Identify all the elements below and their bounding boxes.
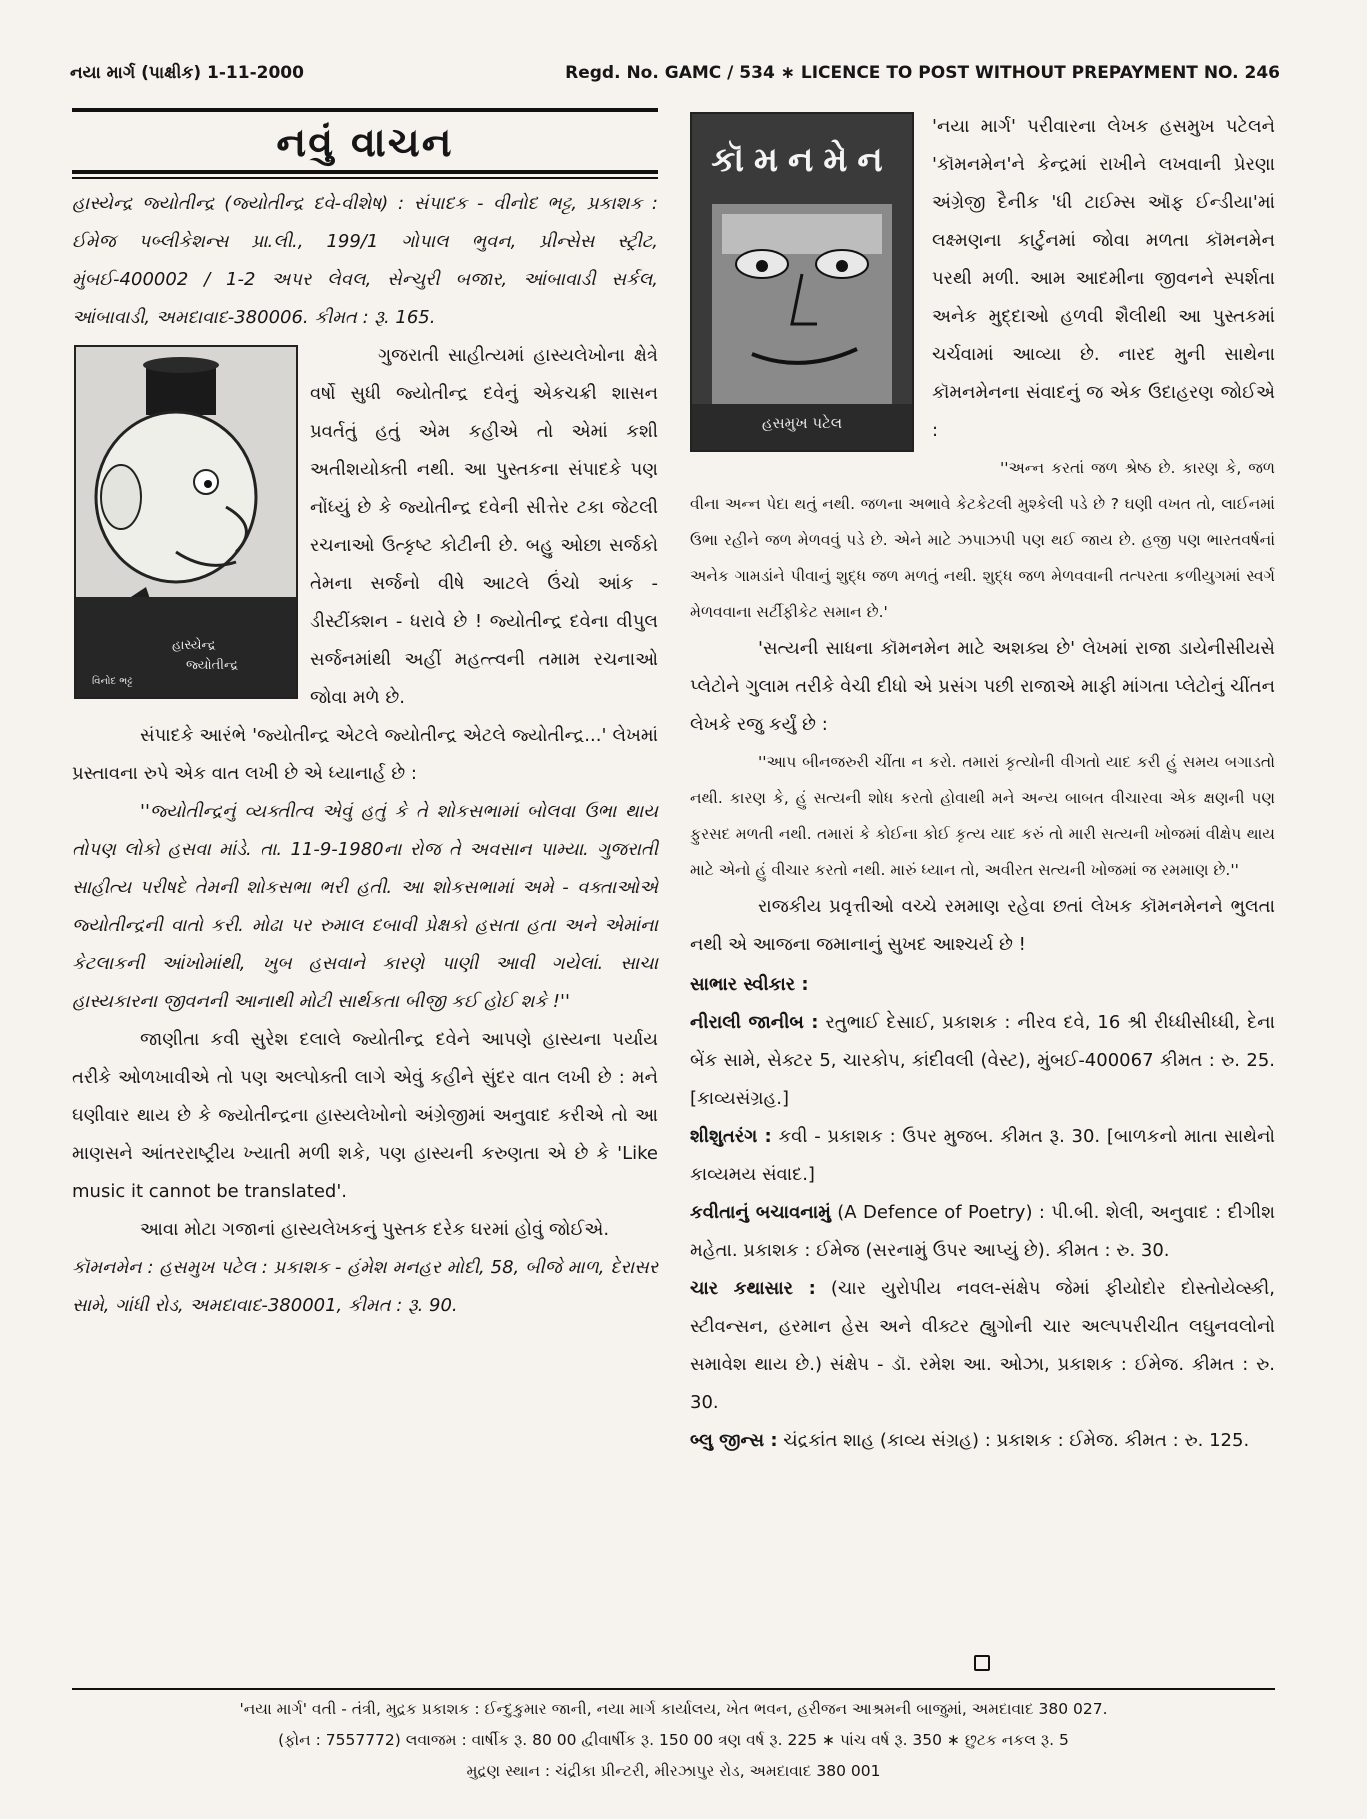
ack-item-title: નીરાલી જાનીબ : <box>690 1012 819 1033</box>
book2-cover-author: હસમુખ પટેલ <box>761 414 843 432</box>
book2-cover-image <box>690 112 914 452</box>
ack-item <box>690 1422 1275 1460</box>
book1-cover-title-1: હાસ્યેન્દ્ર <box>172 638 216 653</box>
ack-item-text: (ચાર યુરોપીય નવલ-સંક્ષેપ જેમાં ફીયોદોર દોસ્તોયેવ્સ્કી, સ્ટીવન્સન, હરમાન હેસ અને વીક્ટર હ્યુગોની ચાર અલ્પપરીચીત લઘુનવલોનો સમાવેશ થાય છે.) સંક્ષેપ - ડૉ. રમેશ આ. ઓઝા, પ્રકાશક : ઈમેજ. કીમત : રુ. 30. <box>690 1278 1275 1413</box>
page-footer <box>72 1688 1275 1787</box>
book1-citation: હાસ્યેન્દ્ર જ્યોતીન્દ્ર (જ્યોતીન્દ્ર દવે-વીશેષ) : સંપાદક - વીનોદ ભટ્ટ, પ્રકાશક : ઈમેજ પબ્લીકેશન્સ પ્રા.લી., 199/1 ગોપાલ ભુવન, પ્રીન્સેસ સ્ટ્રીટ, મુંબઈ-400002 / 1-2 અપર લેવલ, સેન્ચુરી બજાર, આંબાવાડી સર્કલ, આંબાવાડી, અમદાવાદ-380006. કીમત : રૂ. 165. <box>72 193 658 328</box>
ack-item-title: કવીતાનું બચાવનામું <box>690 1202 831 1223</box>
book2-paragraph-3: રાજકીય પ્રવૃત્તીઓ વચ્ચે રમમાણ રહેવા છતાં લેખક કૉમનમેનને ભુલતા નથી એ આજના જમાનાનું સુખદ આશ્ચર્ય છે ! <box>690 896 1275 955</box>
book1-cover-image <box>74 345 298 699</box>
footer-printer-line: મુદ્રણ સ્થાન : ચંદ્રીકા પ્રીન્ટરી, મીરઝાપુર રોડ, અમદાવાદ 380 001 <box>466 1762 881 1780</box>
ack-item <box>690 1194 1275 1270</box>
title-rule-bottom <box>72 170 658 174</box>
book1-paragraph-2: સંપાદકે આરંભે 'જ્યોતીન્દ્ર એટલે જ્યોતીન્દ્ર એટલે જ્યોતીન્દ્ર...' લેખમાં પ્રસ્તાવના રુપે એક વાત લખી છે એ ધ્યાનાર્હ છે : <box>72 725 658 784</box>
ack-item <box>690 1004 1275 1118</box>
masthead-date: નયા માર્ગ (પાક્ષીક) 1-11-2000 <box>70 63 304 83</box>
right-column <box>690 108 1275 1460</box>
section-title: નવું વાચન <box>276 120 454 166</box>
ack-item-title: ચાર કથાસાર : <box>690 1278 816 1299</box>
ack-item-title: બ્લુ જીન્સ : <box>690 1430 778 1451</box>
ack-item-text: કવી - પ્રકાશક : ઉપર મુજબ. કીમત રૂ. 30. [બાળકનો માતા સાથેનો કાવ્યમય સંવાદ.] <box>690 1126 1275 1185</box>
registration-line: Regd. No. GAMC / 534 ∗ LICENCE TO POST WITHOUT PREPAYMENT NO. 246 <box>565 63 1280 83</box>
ack-item-text: (A Defence of Poetry) : પી.બી. શેલી, અનુવાદ : દીગીશ મહેતા. પ્રકાશક : ઈમેજ (સરનામું ઉપર આપ્યું છે). કીમત : રુ. 30. <box>690 1202 1275 1261</box>
ack-item-text: ચંદ્રકાંત શાહ (કાવ્ય સંગ્રહ) : પ્રકાશક : ઈમેજ. કીમત : રુ. 125. <box>777 1430 1250 1451</box>
footer-rule <box>72 1688 1275 1690</box>
title-rule-bottom-thin <box>72 177 658 179</box>
footer-subscription-line: (ફોન : 7557772) લવાજમ : વાર્ષીક રૂ. 80 00 દ્વીવાર્ષીક રૂ. 150 00 ત્રણ વર્ષ રૂ. 225 ∗ પાંચ વર્ષ રૂ. 350 ∗ છુટક નકલ રૂ. 5 <box>278 1731 1069 1749</box>
book2-paragraph-1: 'નયા માર્ગ' પરીવારના લેખક હસમુખ પટેલને 'કૉમનમેન'ને કેન્દ્રમાં રાખીને લખવાની પ્રેરણા અંગ્રેજી દૈનીક 'ધી ટાઈમ્સ ઑફ ઈન્ડીયા'માં લક્ષ્મણના કાર્ટુનમાં જોવા મળતા કૉમનમેન પરથી મળી. આમ આદમીના જીવનને સ્પર્શતા અનેક મુદ્દાઓ હળવી શૈલીથી આ પુસ્તકમાં ચર્ચવામાં આવ્યા છે. નારદ મુની સાથેના કૉમનમેનના સંવાદનું જ એક ઉદાહરણ જોઈએ : <box>932 116 1275 441</box>
book1-paragraph-3: જાણીતા કવી સુરેશ દલાલે જ્યોતીન્દ્ર દવેને આપણે હાસ્યના પર્યાય તરીકે ઓળખાવીએ તો પણ અલ્પોક્તી લાગે એવું કહીને સુંદર વાત લખી છે : મને ઘણીવાર થાય છે કે જ્યોતીન્દ્રના હાસ્યલેખોનો અંગ્રેજીમાં અનુવાદ કરીએ તો આ માણસને આંતરરાષ્ટ્રીય ખ્યાતી મળી શકે, પણ હાસ્યની કરુણતા એ છે કે 'Like music it cannot be translated'. <box>72 1029 658 1202</box>
book2-quote-2: ''આપ બીનજરુરી ચીંતા ન કરો. તમારાં કૃત્યોની વીગતો યાદ કરી હું સમય બગાડતો નથી. કારણ કે, હું સત્યની શોધ કરતો હોવાથી મને અન્ય બાબત વીચારવા એક ક્ષણની પણ ફુરસદ મળતી નથી. તમારાં કે કોઈના કોઈ કૃત્ય યાદ કરું તો મારી સત્યની ખોજમાં વીક્ષેપ થાય માટે એનો હું વીચાર કરતો નથી. મારું ધ્યાન તો, અવીરત સત્યની ખોજમાં જ રમમાણ છે.'' <box>690 753 1275 879</box>
ack-item <box>690 1118 1275 1194</box>
book1-paragraph-4: આવા મોટા ગજાનાં હાસ્યલેખકનું પુસ્તક દરેક ઘરમાં હોવું જોઈએ. <box>140 1219 610 1240</box>
book2-quote-1: ''અન્ન કરતાં જળ શ્રેષ્ઠ છે. કારણ કે, જળ વીના અન્ન પેદા થતું નથી. જળના અભાવે કેટકેટલી મુશ્કેલી પડે છે ? ઘણી વખત તો, લાઈનમાં ઉભા રહીને જળ મેળવવું પડે છે. એને માટે ઝપાઝપી પણ થઈ જાય છે. હજી પણ ભારતવર્ષનાં અનેક ગામડાંને પીવાનું શુદ્ધ જળ મળતું નથી. શુદ્ધ જળ મેળવવાની તત્પરતા કળીયુગમાં સ્વર્ગ મેળવવાના સર્ટીફીકેટ સમાન છે.' <box>690 459 1275 621</box>
ack-item-text: રતુભાઈ દેસાઈ, પ્રકાશક : નીરવ દવે, 16 શ્રી રીધ્ધીસીધ્ધી, દેના બેંક સામે, સેક્ટર 5, ચારકોપ, કાંદીવલી (વેસ્ટ), મુંબઈ-400067 કીમત : રુ. 25. [કાવ્યસંગ્રહ.] <box>690 1012 1275 1109</box>
ack-item <box>690 1270 1275 1422</box>
book1-paragraph-1: ગુજરાતી સાહીત્યમાં હાસ્યલેખોના ક્ષેત્રે વર્ષો સુધી જ્યોતીન્દ્ર દવેનું એકચક્રી શાસન પ્રવર્તતું હતું એમ કહીએ તો એમાં કશી અતીશયોક્તી નથી. આ પુસ્તકના સંપાદકે પણ નોંધ્યું છે કે જ્યોતીન્દ્ર દવેની સીત્તેર ટકા જેટલી રચનાઓ ઉત્કૃષ્ટ કોટીની છે. બહુ ઓછા સર્જકો તેમના સર્જનો વીષે આટલે ઉંચો આંક - ડીસ્ટીંક્શન - ધરાવે છે ! જ્યોતીન્દ્ર દવેના વીપુલ સર્જનમાંથી અહીં મહત્ત્વની તમામ રચનાઓ જોવા મળે છે. <box>310 345 658 708</box>
acknowledgements-heading: સાભાર સ્વીકાર : <box>690 974 809 995</box>
book2-citation: કૉમનમેન : હસમુખ પટેલ : પ્રકાશક - હંમેશ મનહર મોદી, 58, બીજે માળ, દેરાસર સામે, ગાંધી રોડ, અમદાવાદ-380001, કીમત : રૂ. 90. <box>72 1257 658 1316</box>
footer-publisher-line: 'નયા માર્ગ' વતી - તંત્રી, મુદ્રક પ્રકાશક : ઈન્દુકુમાર જાની, નયા માર્ગ કાર્યાલય, ખેત ભવન, હરીજન આશ્રમની બાજુમાં, અમદાવાદ 380 027. <box>239 1700 1108 1718</box>
end-of-article-square-icon <box>974 1655 990 1671</box>
book2-cover-title: કૉમનમેન <box>711 140 893 180</box>
ack-item-title: શીશુતરંગ : <box>690 1126 772 1147</box>
book2-paragraph-2: 'સત્યની સાધના કૉમનમેન માટે અશક્ય છે' લેખમાં રાજા ડાયેનીસીયસે પ્લેટોને ગુલામ તરીકે વેચી દીધો એ પ્રસંગ પછી રાજાએ માફી માંગતા પ્લેટોનું ચીંતન લેખકે રજુ કર્યું છે : <box>690 638 1275 735</box>
book1-quote: ''જ્યોતીન્દ્રનું વ્યક્તીત્વ એવું હતું કે તે શોકસભામાં બોલવા ઉભા થાય તોપણ લોકો હસવા માંડે. તા. 11-9-1980ના રોજ તે અવસાન પામ્યા. ગુજરાતી સાહીત્ય પરીષદે તેમની શોકસભા ભરી હતી. આ શોકસભામાં અમે - વક્તાઓએ જ્યોતીન્દ્રની વાતો કરી. મોઢા પર રુમાલ દબાવી પ્રેક્ષકો હસતા હતા અને એમાંના કેટલાકની આંખોમાંથી, ખુબ હસવાને કારણે પાણી આવી ગયેલાં. સાચા હાસ્યકારના જીવનની આનાથી મોટી સાર્થકતા બીજી કઈ હોઈ શકે !'' <box>72 801 658 1012</box>
book1-cover-title-2: જ્યોતીન્દ્ર <box>186 658 239 673</box>
book1-cover-editor: વિનોદ ભટ્ટ <box>92 676 133 687</box>
left-column <box>72 108 658 1325</box>
